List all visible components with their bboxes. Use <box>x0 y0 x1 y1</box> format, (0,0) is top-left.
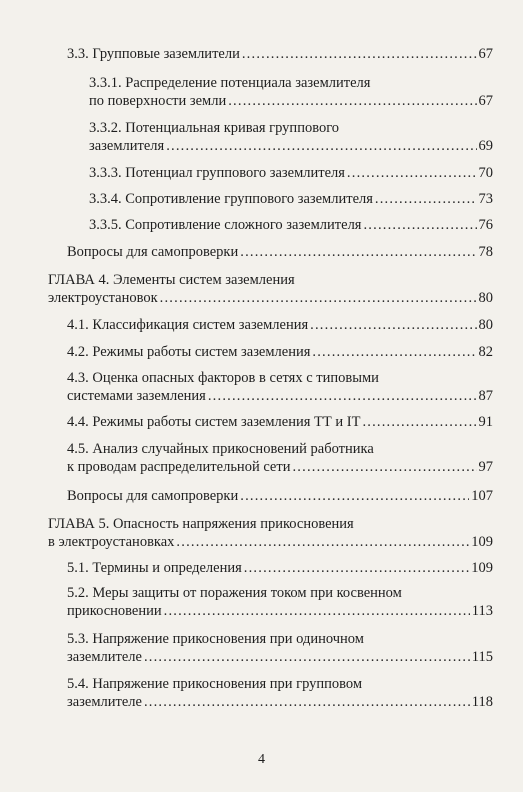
toc-entry-title: ГЛАВА 4. Элементы систем заземления <box>48 272 295 288</box>
toc-entry-line <box>67 559 493 577</box>
toc-entry-page: 109 <box>471 534 493 550</box>
toc-entry-title: 4.2. Режимы работы систем заземления <box>67 344 311 360</box>
toc-entry-page: 82 <box>478 344 493 360</box>
toc-entry-line <box>67 584 493 602</box>
dot-leader <box>347 164 477 182</box>
toc-entry-line <box>48 515 493 533</box>
toc-entry-title: по поверхности земли <box>89 93 227 109</box>
toc-entry-line <box>67 487 493 505</box>
dot-leader <box>166 137 476 155</box>
toc-entry-title: 4.4. Режимы работы систем заземления ТТ и IT <box>67 414 361 430</box>
toc-entry-title: заземлителя <box>89 138 165 154</box>
toc-entry-page: 91 <box>478 414 493 430</box>
toc-entry-title: 5.4. Напряжение прикосновения при групповом <box>67 676 363 692</box>
toc-entry-line <box>67 630 493 648</box>
toc-entry-page: 67 <box>478 46 493 62</box>
toc-entry-title: заземлителе <box>67 649 142 665</box>
toc-entry <box>89 119 493 155</box>
toc-entry-line <box>67 458 493 476</box>
dot-leader <box>144 693 470 711</box>
toc-entry-line <box>89 119 493 137</box>
dot-leader <box>240 487 469 505</box>
toc-entry-line <box>89 74 493 92</box>
toc-entry-title: ГЛАВА 5. Опасность напряжения прикосновения <box>48 516 354 532</box>
toc-entry-line <box>89 190 493 208</box>
toc-entry-page: 97 <box>478 459 493 475</box>
toc-entry-title: 3.3.1. Распределение потенциала заземлителя <box>89 75 371 91</box>
toc-entry <box>67 343 493 361</box>
toc-entry-line <box>67 243 493 261</box>
toc-entry-page: 80 <box>478 317 493 333</box>
toc-entry <box>67 559 493 577</box>
toc-entry-page: 76 <box>478 217 493 233</box>
toc-entry-page: 115 <box>471 649 493 665</box>
toc-entry-title: к проводам распределительной сети <box>67 459 291 475</box>
toc-entry-title: 5.3. Напряжение прикосновения при одиночном <box>67 631 364 647</box>
dot-leader <box>375 190 477 208</box>
toc-entry-line <box>67 387 493 405</box>
toc-entry-title: 3.3.3. Потенциал группового заземлителя <box>89 165 345 181</box>
toc-entry-line <box>89 92 493 110</box>
toc-entry-title: 4.5. Анализ случайных прикосновений работника <box>67 441 374 457</box>
toc-entry-title: системами заземления <box>67 388 206 404</box>
toc-entry-title: 3.3.5. Сопротивление сложного заземлителя <box>89 217 362 233</box>
toc-entry-title: 3.3.4. Сопротивление группового заземлителя <box>89 191 373 207</box>
toc-entry-page: 107 <box>471 488 493 504</box>
toc-entry-line <box>67 413 493 431</box>
toc-entry-line <box>48 533 493 551</box>
dot-leader <box>310 316 476 334</box>
toc-entry <box>67 45 493 63</box>
toc-entry-page: 109 <box>471 560 493 576</box>
toc-entry <box>89 216 493 234</box>
toc-entry-line <box>67 369 493 387</box>
toc-entry <box>67 316 493 334</box>
toc-entry-line <box>67 693 493 711</box>
toc-entry <box>67 243 493 261</box>
toc-entry-line <box>48 271 493 289</box>
toc-entry-page: 78 <box>478 244 493 260</box>
toc-entry-line <box>67 45 493 63</box>
toc-entry-line <box>67 343 493 361</box>
toc-entry-title: 4.3. Оценка опасных факторов в сетях с типовыми <box>67 370 379 386</box>
toc-entry <box>67 413 493 431</box>
toc-entry-title: Вопросы для самопроверки <box>67 244 239 260</box>
toc-entry <box>48 271 493 307</box>
toc-entry-line <box>67 316 493 334</box>
toc-entry <box>67 440 493 476</box>
toc-entry-title: заземлителе <box>67 694 142 710</box>
dot-leader <box>164 602 470 620</box>
toc-entry <box>48 515 493 551</box>
toc-entry-title: 3.3. Групповые заземлители <box>67 46 240 62</box>
toc-entry-line <box>67 602 493 620</box>
dot-leader <box>240 243 476 261</box>
dot-leader <box>292 458 476 476</box>
toc-entry <box>89 190 493 208</box>
toc-entry <box>67 675 493 711</box>
dot-leader <box>144 648 470 666</box>
dot-leader <box>312 343 476 361</box>
toc-entry <box>89 164 493 182</box>
toc-entry-title: Вопросы для самопроверки <box>67 488 239 504</box>
dot-leader <box>160 289 477 307</box>
toc-entry-title: в электроустановках <box>48 534 175 550</box>
toc-entry-line <box>67 675 493 693</box>
toc-entry-line <box>48 289 493 307</box>
dot-leader <box>242 45 477 63</box>
toc-entry-page: 87 <box>478 388 493 404</box>
toc-entry <box>67 584 493 620</box>
toc-entry-page: 73 <box>478 191 493 207</box>
toc-entry-title: 3.3.2. Потенциальная кривая группового <box>89 120 340 136</box>
dot-leader <box>363 216 476 234</box>
toc-entry-title: прикосновении <box>67 603 162 619</box>
toc-entry-page: 118 <box>471 694 493 710</box>
toc-entry-title: 5.1. Термины и определения <box>67 560 242 576</box>
toc-entry-line <box>67 648 493 666</box>
toc-entry <box>67 630 493 666</box>
dot-leader <box>176 533 469 551</box>
toc-entry-title: 5.2. Меры защиты от поражения током при косвенном <box>67 585 402 601</box>
toc-entry <box>67 487 493 505</box>
toc-entry-line <box>89 137 493 155</box>
toc-entry-page: 80 <box>478 290 493 306</box>
toc-entry-page: 113 <box>471 603 493 619</box>
dot-leader <box>228 92 476 110</box>
toc-entry-title: электроустановок <box>48 290 158 306</box>
toc-entry <box>89 74 493 110</box>
toc-entry-line <box>89 164 493 182</box>
toc-entry-page: 69 <box>478 138 493 154</box>
dot-leader <box>244 559 469 577</box>
toc-entry-title: 4.1. Классификация систем заземления <box>67 317 309 333</box>
page-number: 4 <box>258 752 265 767</box>
toc-entry-line <box>89 216 493 234</box>
toc-entry-line <box>67 440 493 458</box>
toc-entry-page: 67 <box>478 93 493 109</box>
toc-entry-page: 70 <box>478 165 493 181</box>
dot-leader <box>208 387 477 405</box>
dot-leader <box>362 413 476 431</box>
toc-entry <box>67 369 493 405</box>
